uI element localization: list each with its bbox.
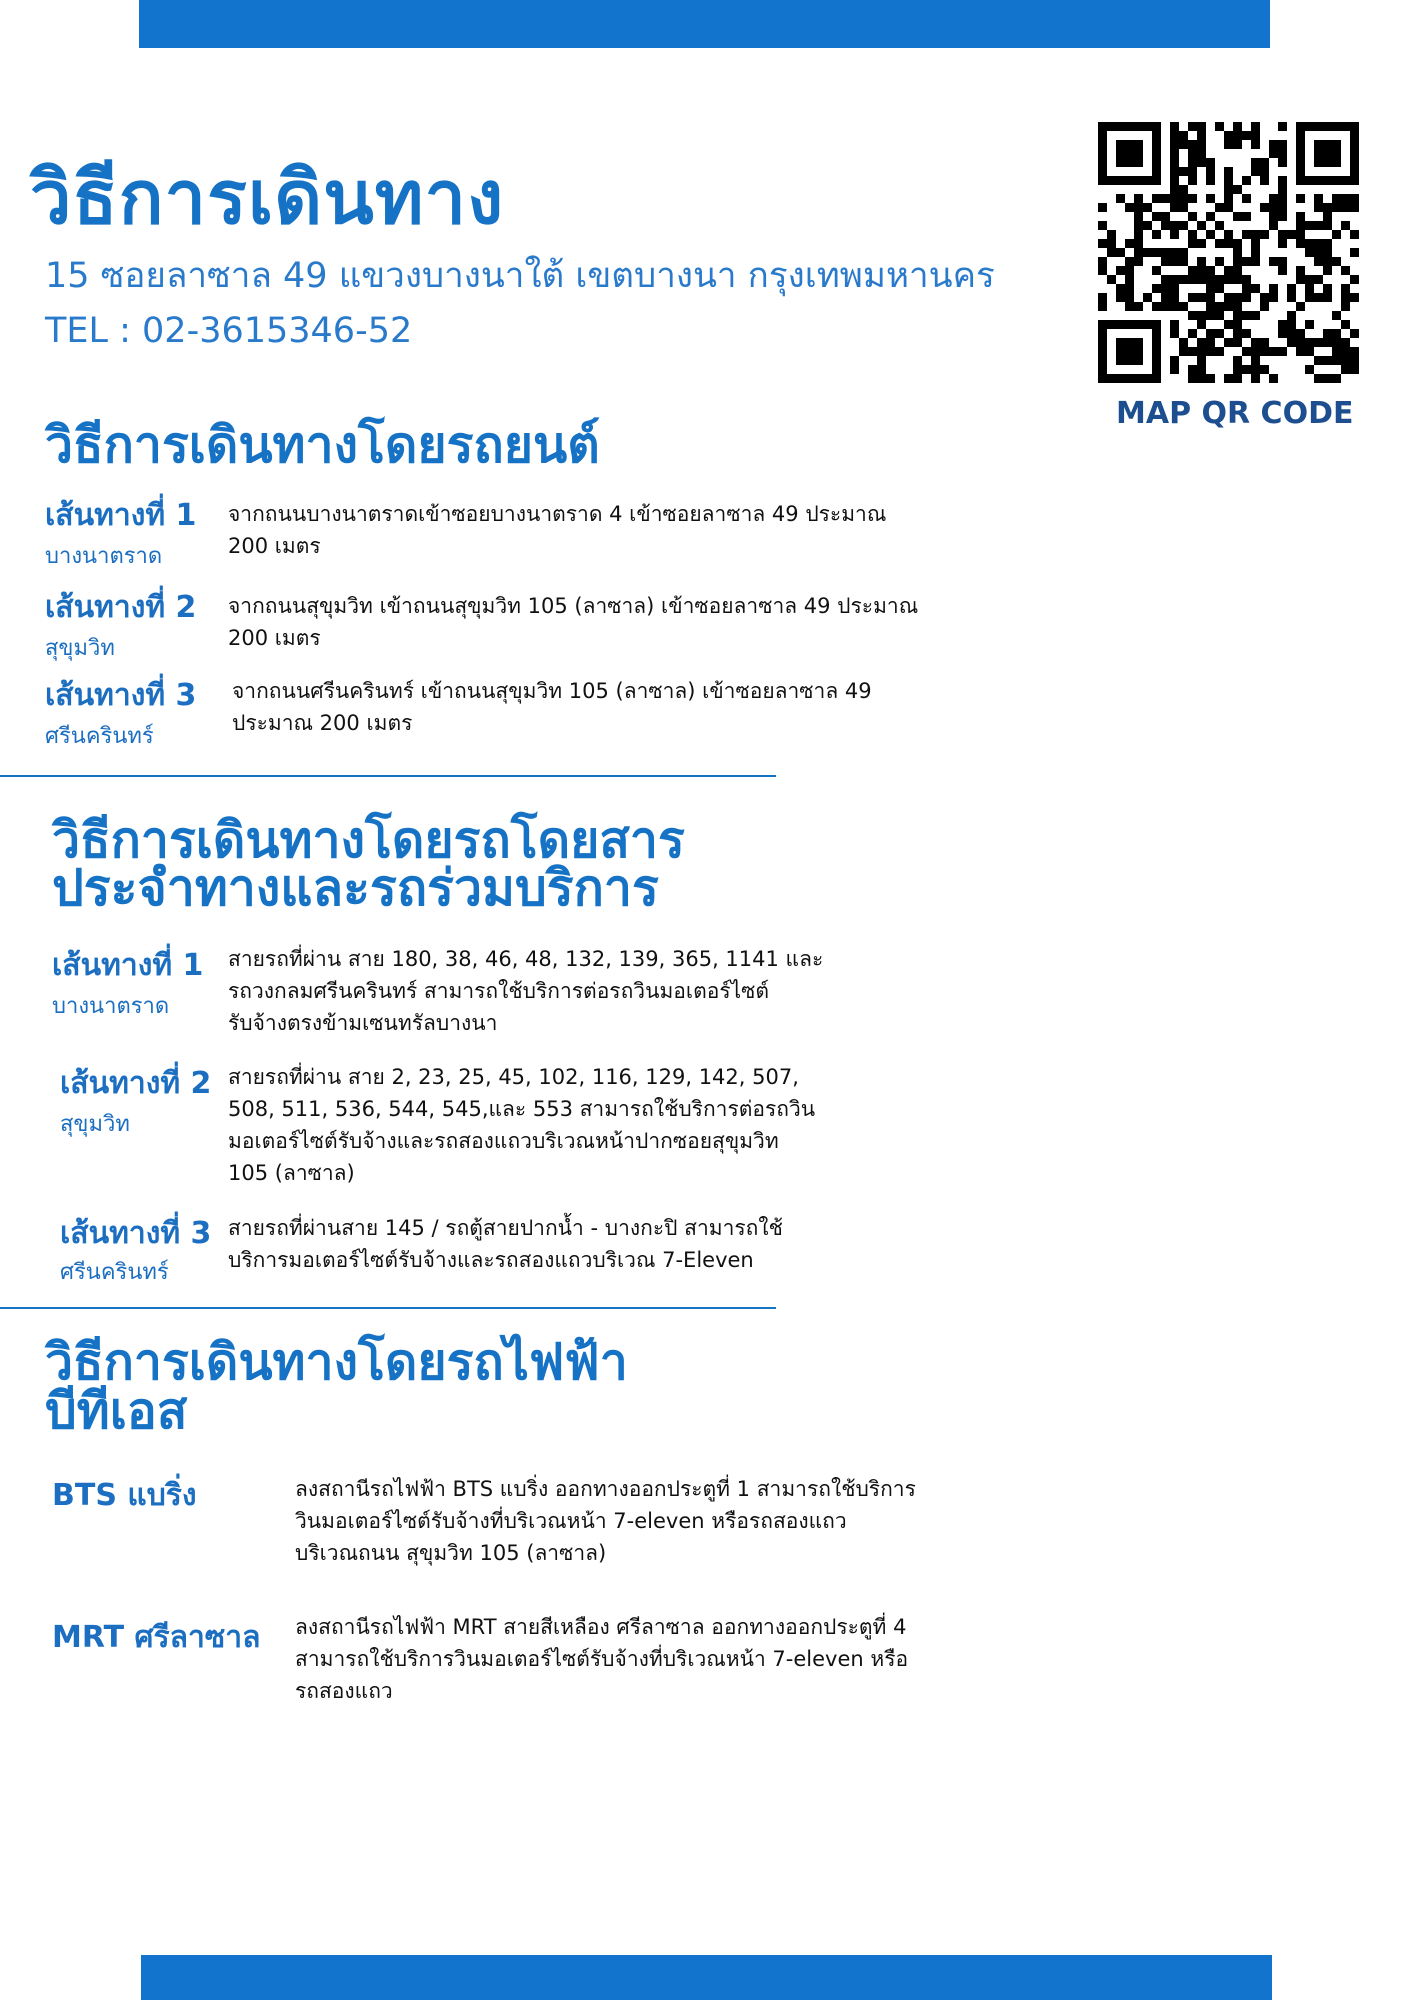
bus-route-1-label: เส้นทางที่ 1 (52, 948, 204, 983)
bts-section-title-line-2: บีทีเอส (45, 1382, 188, 1440)
address-text: 15 ซอยลาซาล 49 แขวงบางนาใต้ เขตบางนา กรุงเทพมหานคร (45, 256, 995, 296)
page-title: วิธีการเดินทาง (30, 155, 505, 241)
bus-route-2-label: เส้นทางที่ 2 (60, 1066, 212, 1101)
bus-route-2-sub: สุขุมวิท (60, 1112, 130, 1137)
bus-route-1-desc: สายรถที่ผ่าน สาย 180, 38, 46, 48, 132, 139, 365, 1141 และ รถวงกลมศรีนครินทร์ สามารถใช้บริการต่อรถวินมอเตอร์ไซต์ รับจ้างตรงข้ามเซนทรัลบางนา (228, 947, 824, 1035)
bts-section-title-line-1: วิธีการเดินทางโดยรถไฟฟ้า (45, 1333, 628, 1391)
bus-route-3-label: เส้นทางที่ 3 (60, 1216, 212, 1251)
bus-section-title-line-1: วิธีการเดินทางโดยรถโดยสาร (52, 811, 685, 869)
bus-route-1-sub: บางนาตราด (52, 994, 170, 1019)
mrt-route-label: MRT ศรีลาซาล (52, 1620, 261, 1655)
section-divider-2 (0, 1307, 776, 1309)
car-route-3-desc: จากถนนศรีนครินทร์ เข้าถนนสุขุมวิท 105 (ลาซาล) เข้าซอยลาซาล 49 ประมาณ 200 เมตร (232, 679, 872, 735)
car-section-title: วิธีการเดินทางโดยรถยนต์ (45, 416, 600, 474)
bus-section-title-line-2: ประจำทางและรถร่วมบริการ (52, 859, 659, 917)
car-route-1-desc: จากถนนบางนาตราดเข้าซอยบางนาตราด 4 เข้าซอยลาซาล 49 ประมาณ 200 เมตร (228, 502, 887, 558)
bts-route-label: BTS แบริ่ง (52, 1478, 197, 1513)
telephone-text: TEL : 02-3615346-52 (45, 311, 413, 351)
bottom-accent-bar (141, 1955, 1272, 2000)
bus-route-3-desc: สายรถที่ผ่านสาย 145 / รถตู้สายปากน้ำ - บางกะปิ สามารถใช้ บริการมอเตอร์ไซต์รับจ้างและรถสองแถวบริเวณ 7-Eleven (228, 1216, 783, 1272)
qr-code-caption: MAP QR CODE (1116, 396, 1354, 431)
car-route-2-desc: จากถนนสุขุมวิท เข้าถนนสุขุมวิท 105 (ลาซาล) เข้าซอยลาซาล 49 ประมาณ 200 เมตร (228, 594, 919, 650)
car-route-3-sub: ศรีนครินทร์ (45, 724, 154, 749)
car-route-2-sub: สุขุมวิท (45, 636, 115, 661)
car-route-1-label: เส้นทางที่ 1 (45, 498, 197, 533)
bus-route-3-sub: ศรีนครินทร์ (60, 1260, 169, 1285)
bts-route-desc: ลงสถานีรถไฟฟ้า BTS แบริ่ง ออกทางออกประตูที่ 1 สามารถใช้บริการ วินมอเตอร์ไซต์รับจ้างที่บริเวณหน้า 7-eleven หรือรถสองแถว บริเวณถนน สุขุมวิท 105 (ลาซาล) (295, 1477, 916, 1565)
mrt-route-desc: ลงสถานีรถไฟฟ้า MRT สายสีเหลือง ศรีลาซาล ออกทางออกประตูที่ 4 สามารถใช้บริการวินมอเตอร์ไซต์รับจ้างที่บริเวณหน้า 7-eleven หรือ รถสองแถว (295, 1615, 909, 1703)
car-route-3-label: เส้นทางที่ 3 (45, 678, 197, 713)
top-accent-bar (139, 0, 1270, 48)
car-route-2-label: เส้นทางที่ 2 (45, 590, 197, 625)
car-route-1-sub: บางนาตราด (45, 544, 163, 569)
bus-route-2-desc: สายรถที่ผ่าน สาย 2, 23, 25, 45, 102, 116, 129, 142, 507, 508, 511, 536, 544, 545,และ 553 สามารถใช้บริการต่อรถวิน มอเตอร์ไซต์รับจ้างและรถสองแถวบริเวณหน้าปากซอยสุขุมวิท 105 (ลาซาล) (228, 1065, 816, 1185)
qr-code-image[interactable] (1098, 122, 1359, 383)
section-divider-1 (0, 775, 776, 777)
